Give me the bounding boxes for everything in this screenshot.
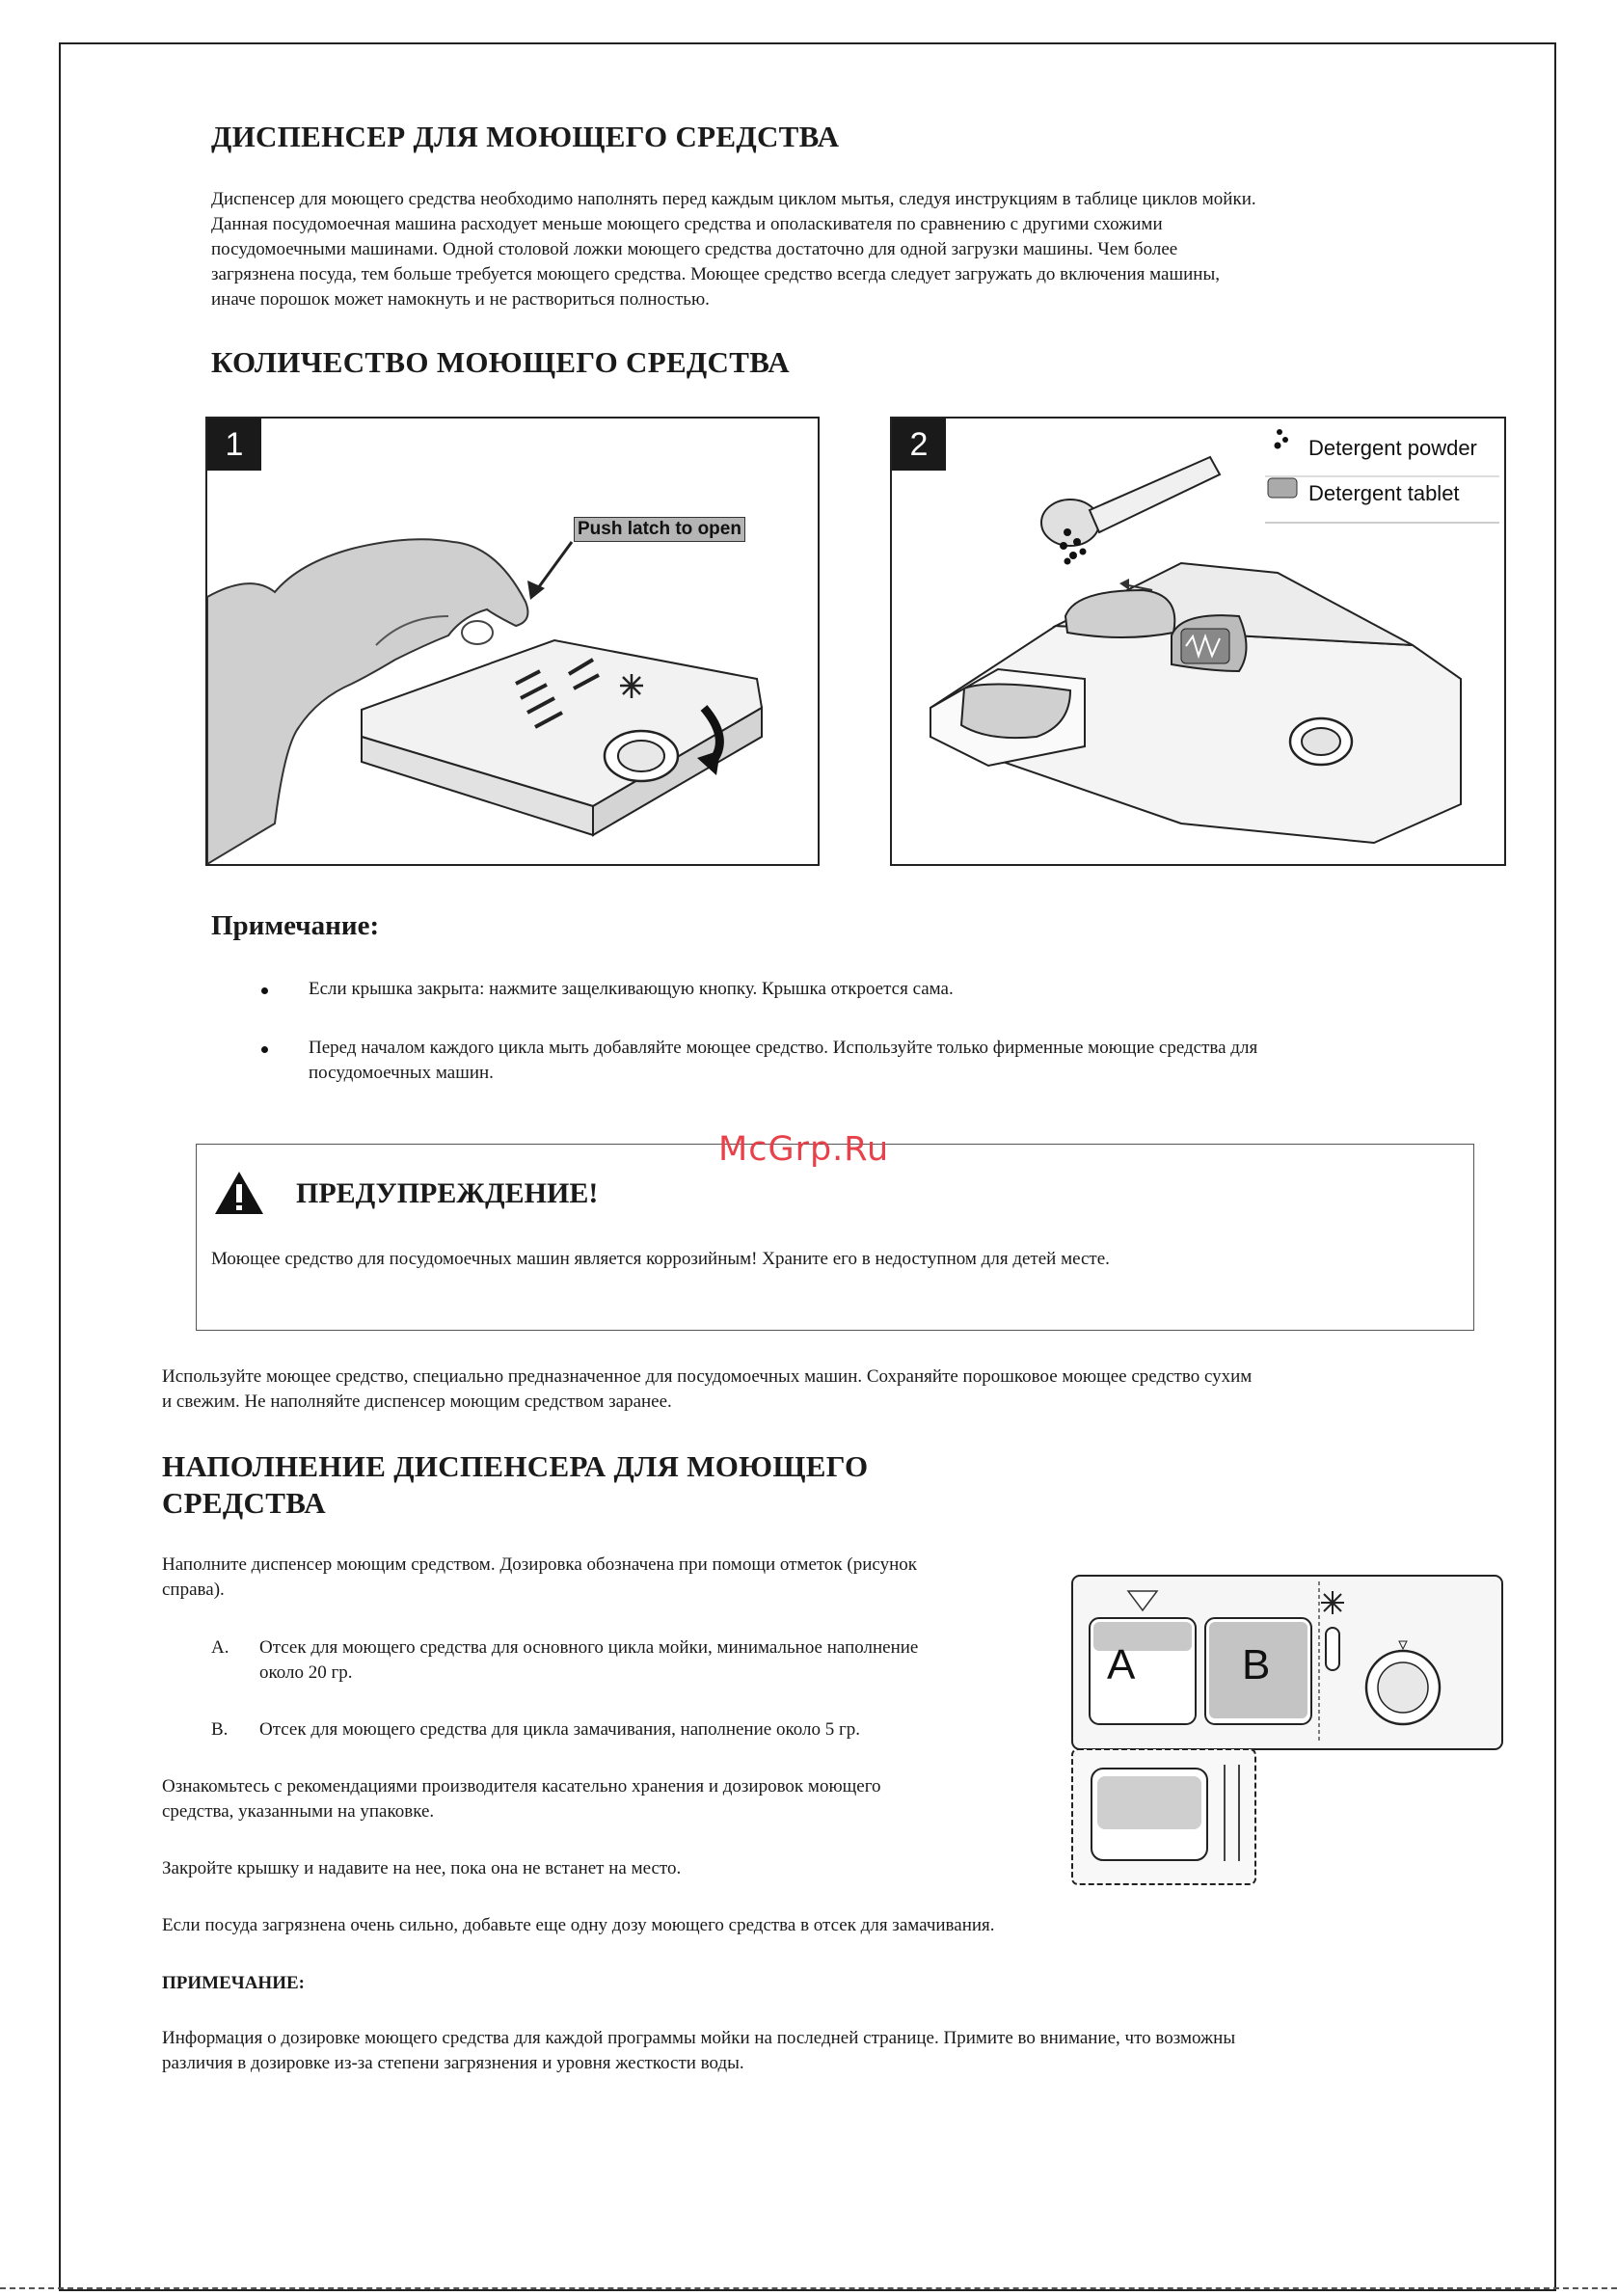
- note-bullet-1: Если крышка закрыта: нажмите защелкивающую кнопку. Крышка откроется сама.: [309, 979, 954, 999]
- bullet-dot: [261, 1046, 268, 1053]
- dispenser-ab-illustration: [1070, 1572, 1504, 1890]
- legend-detergent-powder: Detergent powder: [1308, 436, 1477, 460]
- paragraph-line: загрязнена посуда, тем больше требуется моющего средства. Моющее средство всегда следует загружать до включения машины,: [211, 264, 1220, 284]
- figure-number: 1: [207, 419, 261, 471]
- note-bullet-2: [309, 1036, 1257, 1086]
- bullet-dot: [261, 987, 268, 994]
- warning-triangle-icon: [213, 1170, 265, 1216]
- item-a-label: A.: [211, 1637, 229, 1658]
- paragraph-line: Информация о дозировке моющего средства для каждой программы мойки на последней странице. Примите во внимание, что возможны: [162, 2028, 1236, 2048]
- item-b-text: Отсек для моющего средства для цикла замачивания, наполнение около 5 гр.: [259, 1719, 860, 1740]
- powder-icon: [1275, 429, 1289, 449]
- paragraph-line: и свежим. Не наполняйте диспенсер моющим средством заранее.: [162, 1391, 672, 1412]
- figure-1: [205, 417, 820, 866]
- compartment-label-a: A: [1107, 1641, 1136, 1688]
- bullet-line: посудомоечных машин.: [309, 1063, 494, 1083]
- paragraph-line: Наполните диспенсер моющим средством. Дозировка обозначена при помощи отметок (рисунок: [162, 1554, 917, 1575]
- bullet-line: Перед началом каждого цикла мыть добавляйте моющее средство. Используйте только фирменные моющие средства для: [309, 1038, 1258, 1058]
- warning-box: [196, 1144, 1474, 1331]
- dispenser-hand-illustration: [207, 419, 818, 864]
- paragraph-line: Диспенсер для моющего средства необходимо наполнять перед каждым циклом мытья, следуя инструкциям в таблице циклов мойки.: [211, 189, 1256, 209]
- compartment-label-b: B: [1242, 1641, 1271, 1688]
- paragraph-line: посудомоечными машинами. Одной столовой ложки моющего средства достаточно для одной загрузки машины. Чем более: [211, 239, 1178, 259]
- note-title: Примечание:: [211, 910, 380, 941]
- paragraph-line: различия в дозировке из-за степени загрязнения и уровня жесткости воды.: [162, 2053, 744, 2073]
- paragraph-line: иначе порошок может намокнуть и не раствориться полностью.: [211, 289, 710, 310]
- warning-text: Моющее средство для посудомоечных машин является коррозийным! Храните его в недоступном для детей месте.: [211, 1249, 1110, 1269]
- section-title-dispenser: ДИСПЕНСЕР ДЛЯ МОЮЩЕГО СРЕДСТВА: [211, 120, 840, 153]
- legend-detergent-tablet: Detergent tablet: [1308, 481, 1460, 505]
- title-line: НАПОЛНЕНИЕ ДИСПЕНСЕРА ДЛЯ МОЮЩЕГО: [162, 1449, 869, 1483]
- filling-intro: [162, 1553, 917, 1603]
- note-caps-paragraph: [162, 2026, 1235, 2076]
- paragraph-line: справа).: [162, 1580, 225, 1600]
- watermark: McGrp.Ru: [718, 1130, 890, 1169]
- figure-number: 2: [892, 419, 946, 471]
- paragraph-line: Отсек для моющего средства для основного цикла мойки, минимальное наполнение: [259, 1637, 919, 1658]
- page-bottom-line: [0, 2287, 1617, 2289]
- paragraph-line: Ознакомьтесь с рекомендациями производителя касательно хранения и дозировок моющего: [162, 1776, 881, 1796]
- close-lid-text: Закройте крышку и надавите на нее, пока она не встанет на место.: [162, 1858, 682, 1878]
- item-b-label: B.: [211, 1719, 229, 1740]
- push-latch-callout: Push latch to open: [574, 517, 745, 542]
- tablet-icon: [1268, 478, 1297, 498]
- dispenser-paragraph: [211, 187, 1256, 312]
- note-caps-title: ПРИМЕЧАНИЕ:: [162, 1973, 305, 1993]
- title-line: СРЕДСТВА: [162, 1486, 326, 1520]
- figure-2: [890, 417, 1506, 866]
- paragraph-line: Используйте моющее средство, специально предназначенное для посудомоечных машин. Сохраняйте порошковое моющее средство сухим: [162, 1366, 1253, 1387]
- section-title-quantity: КОЛИЧЕСТВО МОЮЩЕГО СРЕДСТВА: [211, 345, 790, 379]
- paragraph-line: около 20 гр.: [259, 1662, 353, 1683]
- heavy-soil-text: Если посуда загрязнена очень сильно, добавьте еще одну дозу моющего средства в отсек для замачивания.: [162, 1915, 995, 1935]
- recommend-paragraph: [162, 1774, 881, 1824]
- warning-title: ПРЕДУПРЕЖДЕНИЕ!: [296, 1177, 599, 1209]
- paragraph-line: Данная посудомоечная машина расходует меньше моющего средства и ополаскивателя по сравнению с другими схожими: [211, 214, 1163, 234]
- usage-paragraph: [162, 1364, 1252, 1415]
- paragraph-line: средства, указанными на упаковке.: [162, 1801, 435, 1822]
- dispenser-ab-figure: [1070, 1572, 1504, 1890]
- section-title-filling: [162, 1448, 868, 1522]
- item-a-text: [259, 1635, 918, 1686]
